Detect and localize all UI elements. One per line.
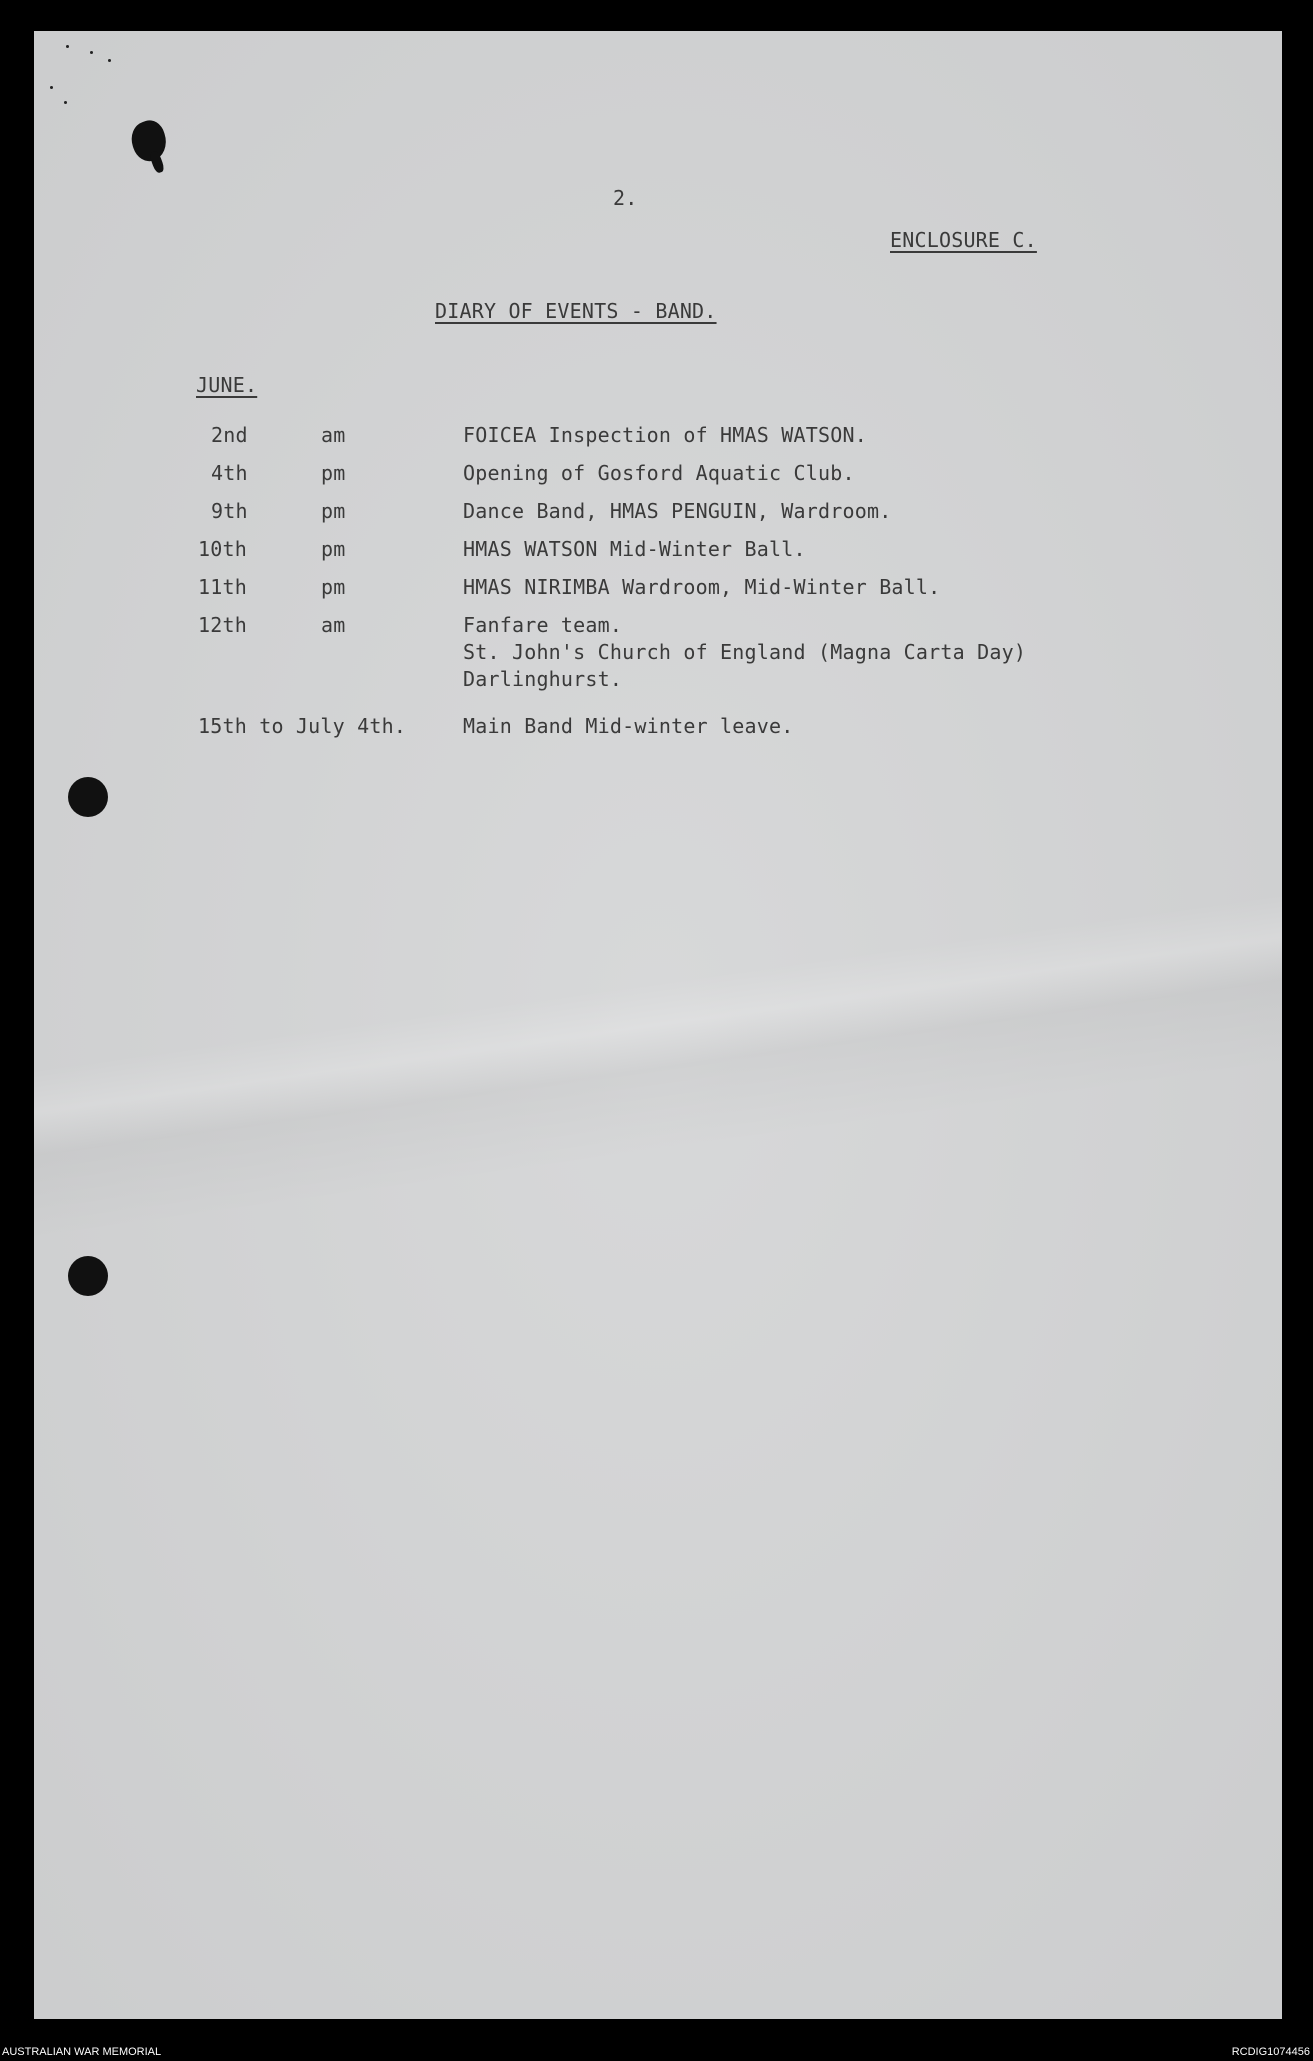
event-day: 10th	[198, 537, 247, 561]
event-time: pm	[321, 499, 346, 523]
event-time: am	[321, 613, 346, 637]
event-day: 11th	[198, 575, 247, 599]
event-day: 9th	[211, 499, 248, 523]
event-time: pm	[321, 537, 346, 561]
event-description: FOICEA Inspection of HMAS WATSON.	[463, 423, 867, 447]
event-description: St. John's Church of England (Magna Carta Day)	[463, 640, 1027, 664]
enclosure-label: ENCLOSURE C.	[890, 228, 1037, 252]
torn-corner-tail	[149, 150, 166, 174]
torn-corner-mark	[127, 117, 172, 166]
event-day: 12th	[198, 613, 247, 637]
footer-archive-name: AUSTRALIAN WAR MEMORIAL	[2, 2046, 162, 2058]
event-time: pm	[321, 575, 346, 599]
footer-reference-code: RCDIG1074456	[1231, 2046, 1310, 2058]
document-title: DIARY OF EVENTS - BAND.	[435, 299, 717, 323]
event-time: pm	[321, 461, 346, 485]
event-description: Darlinghurst.	[463, 667, 623, 691]
event-description: HMAS WATSON Mid-Winter Ball.	[463, 537, 806, 561]
month-heading: JUNE.	[196, 373, 258, 397]
speck-mark	[90, 51, 93, 54]
event-day: 4th	[211, 461, 248, 485]
paper-sheet	[34, 31, 1282, 2019]
event-day: 2nd	[211, 423, 248, 447]
punch-hole-upper	[68, 777, 108, 817]
event-description: Opening of Gosford Aquatic Club.	[463, 461, 855, 485]
leave-period: 15th to July 4th.	[198, 714, 407, 738]
event-description: HMAS NIRIMBA Wardroom, Mid-Winter Ball.	[463, 575, 941, 599]
speck-mark	[64, 101, 67, 104]
speck-mark	[50, 86, 53, 89]
speck-mark	[66, 45, 69, 48]
event-description: Fanfare team.	[463, 613, 623, 637]
punch-hole-lower	[68, 1256, 108, 1296]
event-description: Dance Band, HMAS PENGUIN, Wardroom.	[463, 499, 892, 523]
event-time: am	[321, 423, 346, 447]
leave-description: Main Band Mid-winter leave.	[463, 714, 794, 738]
speck-mark	[108, 59, 111, 62]
page-number: 2.	[613, 186, 638, 210]
